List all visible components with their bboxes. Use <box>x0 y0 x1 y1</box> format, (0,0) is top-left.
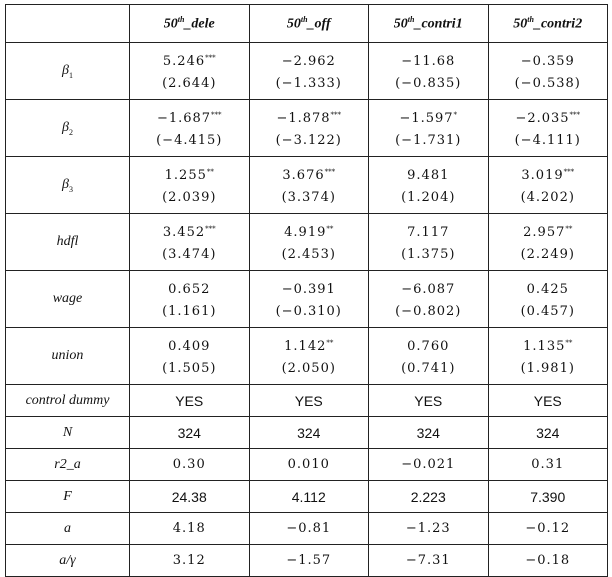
coef-cell <box>488 214 608 271</box>
t-statistic: (3.374) <box>281 190 336 205</box>
significance-stars: *** <box>330 111 342 119</box>
stat-value: −1.23 <box>369 513 489 545</box>
stat-value: −0.021 <box>369 449 489 481</box>
coef-cell <box>249 43 369 100</box>
stat-value: 7.390 <box>488 481 608 513</box>
coef-cell <box>488 43 608 100</box>
coefficient-value: −11.68 <box>401 54 456 69</box>
t-statistic: (−0.802) <box>395 304 462 319</box>
stat-value: 324 <box>130 417 250 449</box>
significance-stars: *** <box>205 225 216 233</box>
significance-stars: *** <box>205 54 216 62</box>
coefficient-value: 1.135** <box>523 339 573 354</box>
stat-row <box>6 385 608 417</box>
coef-cell <box>130 157 250 214</box>
t-statistic: (−1.333) <box>275 76 342 91</box>
row-label: a/γ <box>6 545 130 577</box>
stat-value: 2.223 <box>369 481 489 513</box>
significance-stars: ** <box>326 339 334 347</box>
coef-cell <box>249 328 369 385</box>
stat-row <box>6 449 608 481</box>
coef-cell <box>488 328 608 385</box>
coef-cell <box>130 100 250 157</box>
t-statistic: (2.453) <box>281 247 336 262</box>
stat-value: 3.12 <box>130 545 250 577</box>
coef-row <box>6 271 608 328</box>
row-label: $\beta_1$ <box>6 43 130 100</box>
coef-row <box>6 100 608 157</box>
stat-value: −0.81 <box>249 513 369 545</box>
t-statistic: (1.375) <box>401 247 456 262</box>
t-statistic: (−1.731) <box>395 133 462 148</box>
significance-stars: *** <box>569 111 581 119</box>
coefficient-value: −2.035*** <box>515 111 581 126</box>
row-label: union <box>6 328 130 385</box>
t-statistic: (0.741) <box>401 361 456 376</box>
coefficient-value: −1.597* <box>399 111 458 126</box>
coef-cell <box>488 271 608 328</box>
stat-value: 0.010 <box>249 449 369 481</box>
stat-row <box>6 417 608 449</box>
significance-stars: * <box>453 111 458 119</box>
coef-cell <box>249 214 369 271</box>
coefficient-value: 2.957** <box>523 225 573 240</box>
t-statistic: (2.050) <box>281 361 336 376</box>
coefficient-value: 4.919** <box>284 225 334 240</box>
stat-row <box>6 481 608 513</box>
coefficient-value: 0.652 <box>168 282 211 297</box>
column-header: 50th_contri2 <box>488 5 608 43</box>
coefficient-value: −1.878*** <box>276 111 342 126</box>
stat-value: −0.12 <box>488 513 608 545</box>
coef-cell <box>249 157 369 214</box>
significance-stars: ** <box>565 225 573 233</box>
stat-value: 324 <box>249 417 369 449</box>
coef-row <box>6 328 608 385</box>
stat-value: YES <box>369 385 489 417</box>
stat-value: YES <box>130 385 250 417</box>
stat-value: YES <box>249 385 369 417</box>
row-label: wage <box>6 271 130 328</box>
stat-value: −1.57 <box>249 545 369 577</box>
coefficient-value: 3.452*** <box>162 225 216 240</box>
coefficient-value: 0.760 <box>407 339 450 354</box>
coef-row <box>6 214 608 271</box>
stat-row <box>6 513 608 545</box>
t-statistic: (1.505) <box>162 361 217 376</box>
t-statistic: (2.644) <box>162 76 217 91</box>
t-statistic: (−0.538) <box>514 76 581 91</box>
stat-value: 24.38 <box>130 481 250 513</box>
coef-row <box>6 157 608 214</box>
coef-cell <box>130 328 250 385</box>
coefficient-value: −6.087 <box>401 282 456 297</box>
coef-cell <box>369 214 489 271</box>
coefficient-value: 3.019*** <box>521 168 575 183</box>
coef-cell <box>488 100 608 157</box>
stat-value: 4.18 <box>130 513 250 545</box>
coefficient-value: 1.255** <box>164 168 214 183</box>
t-statistic: (−0.835) <box>395 76 462 91</box>
row-label: $\beta_3$ <box>6 157 130 214</box>
row-label: a <box>6 513 130 545</box>
row-label: r2_a <box>6 449 130 481</box>
stat-value: −7.31 <box>369 545 489 577</box>
significance-stars: *** <box>324 168 336 176</box>
t-statistic: (1.204) <box>401 190 456 205</box>
coefficient-value: −0.391 <box>281 282 336 297</box>
coef-cell <box>130 271 250 328</box>
coefficient-value: 7.117 <box>407 225 450 240</box>
row-label: hdfl <box>6 214 130 271</box>
t-statistic: (−4.415) <box>156 133 223 148</box>
significance-stars: ** <box>326 225 334 233</box>
coef-row <box>6 43 608 100</box>
coefficient-value: 1.142** <box>284 339 334 354</box>
t-statistic: (4.202) <box>520 190 575 205</box>
stat-row <box>6 545 608 577</box>
coefficient-value: 9.481 <box>407 168 450 183</box>
column-header: 50th_off <box>249 5 369 43</box>
significance-stars: ** <box>565 339 573 347</box>
column-header: 50th_dele <box>130 5 250 43</box>
t-statistic: (1.981) <box>520 361 575 376</box>
coef-cell <box>369 328 489 385</box>
coef-cell <box>130 43 250 100</box>
significance-stars: ** <box>206 168 214 176</box>
coefficient-value: 0.425 <box>526 282 569 297</box>
column-header: 50th_contri1 <box>369 5 489 43</box>
significance-stars: *** <box>211 111 222 119</box>
row-label: N <box>6 417 130 449</box>
row-label: F <box>6 481 130 513</box>
coef-cell <box>369 271 489 328</box>
coefficient-value: 0.409 <box>168 339 211 354</box>
stat-value: 4.112 <box>249 481 369 513</box>
table-body <box>6 43 608 577</box>
coef-cell <box>249 100 369 157</box>
coefficient-value: 3.676*** <box>282 168 336 183</box>
corner-cell <box>6 5 130 43</box>
row-label: $\beta_2$ <box>6 100 130 157</box>
t-statistic: (−3.122) <box>275 133 342 148</box>
stat-value: 324 <box>488 417 608 449</box>
coef-cell <box>369 157 489 214</box>
coefficient-value: −2.962 <box>281 54 336 69</box>
t-statistic: (−4.111) <box>514 133 581 148</box>
row-label: control dummy <box>6 385 130 417</box>
t-statistic: (3.474) <box>162 247 217 262</box>
stat-value: 0.31 <box>488 449 608 481</box>
coefficient-value: −1.687*** <box>156 111 222 126</box>
t-statistic: (0.457) <box>520 304 575 319</box>
stat-value: YES <box>488 385 608 417</box>
t-statistic: (2.249) <box>520 247 575 262</box>
stat-value: 324 <box>369 417 489 449</box>
coef-cell <box>369 43 489 100</box>
header-row <box>6 5 608 43</box>
significance-stars: *** <box>563 168 575 176</box>
coefficient-value: −0.359 <box>520 54 575 69</box>
regression-table <box>5 4 608 577</box>
coef-cell <box>249 271 369 328</box>
coef-cell <box>488 157 608 214</box>
coef-cell <box>369 100 489 157</box>
t-statistic: (2.039) <box>162 190 217 205</box>
stat-value: −0.18 <box>488 545 608 577</box>
coef-cell <box>130 214 250 271</box>
coefficient-value: 5.246*** <box>162 54 216 69</box>
t-statistic: (−0.310) <box>275 304 342 319</box>
t-statistic: (1.161) <box>162 304 217 319</box>
stat-value: 0.30 <box>130 449 250 481</box>
